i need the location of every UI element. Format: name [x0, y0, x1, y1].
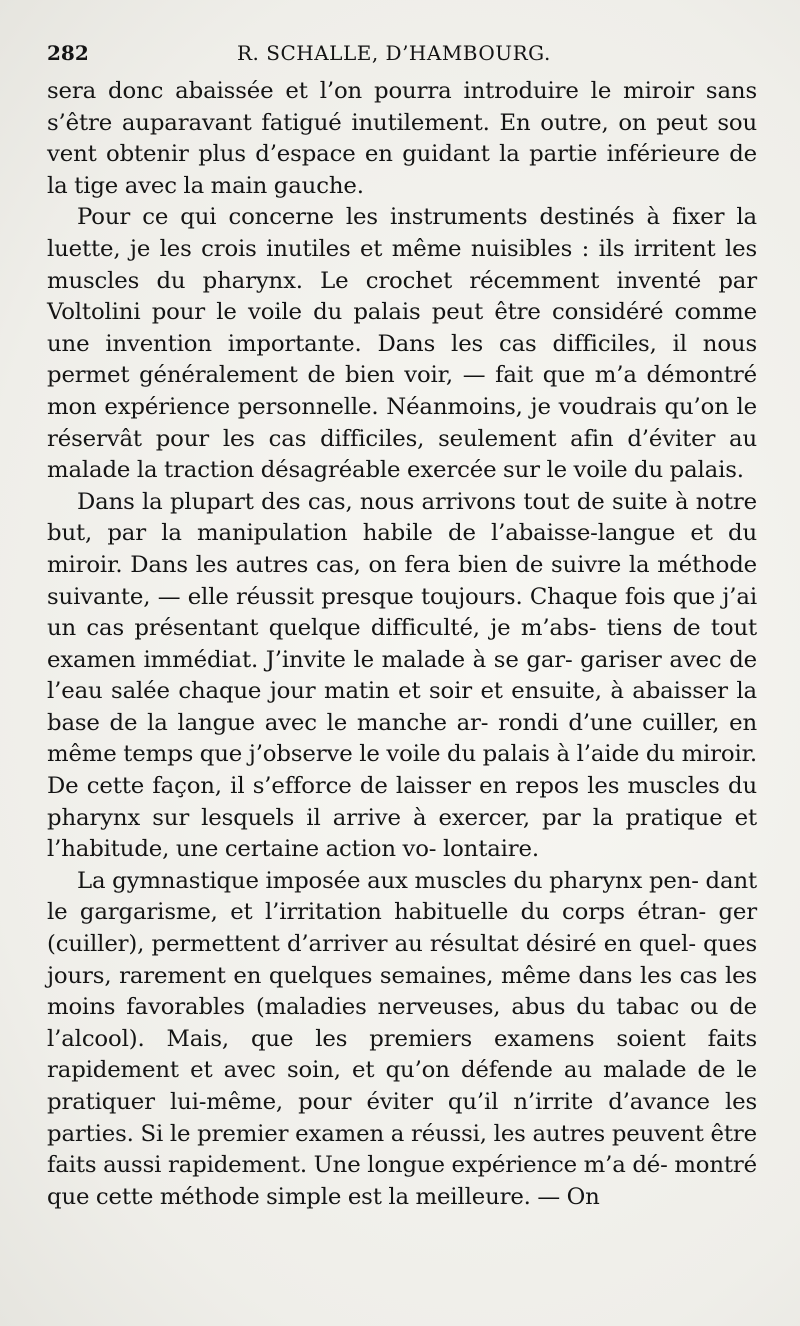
paragraph-2: Pour ce qui concerne les instruments destinés à fixer la luette, je les crois inutiles et même nuisibles : ils irritent les muscles du pharynx. Le crochet récemment inventé par Voltolini pour le voile du palais peut être considéré comme une invention importante. Dans les cas difficiles, il nous permet généralement de bien voir, — fait que m’a démontré mon expérience personnelle. Néanmoins, je voudrais qu’on le réservât pour les cas difficiles, seulement afin d’éviter au malade la traction désagréable exercée sur le voile du palais. [47, 204, 757, 484]
paragraph-3: Dans la plupart des cas, nous arrivons tout de suite à notre but, par la manipulation habile de l’abaisse-langue et du miroir. Dans les autres cas, on fera bien de suivre la méthode suivante, — elle réussit presque toujours. Chaque fois que j’ai un cas présentant quelque difficulté, je m’abs- tiens de tout examen immédiat. J’invite le malade à se gar- gariser avec de l’eau salée chaque jour matin et soir et ensuite, à abaisser la base de la langue avec le manche ar- rondi d’une cuiller, en même temps que j’observe le voile du palais à l’aide du miroir. De cette façon, il s’efforce de laisser en repos les muscles du pharynx sur lesquels il arrive à exercer, par la pratique et l’habitude, une certaine action vo- lontaire. [47, 488, 757, 863]
running-head [47, 38, 750, 68]
body-text [47, 76, 757, 1213]
page-number: 282 [47, 41, 89, 65]
paragraph-1: sera donc abaissée et l’on pourra introduire le miroir sans s’être auparavant fatigué inutilement. En outre, on peut sou vent obtenir plus d’espace en guidant la partie inférieure de la tige avec la main gauche. [47, 78, 757, 199]
header-title: R. SCHALLE, D’HAMBOURG. [237, 41, 551, 65]
paragraph-4: La gymnastique imposée aux muscles du pharynx pen- dant le gargarisme, et l’irritation habituelle du corps étran- ger (cuiller), permettent d’arriver au résultat désiré en quel- ques jours, rarement en quelques semaines, même dans les cas les moins favorables (maladies nerveuses, abus du tabac ou de l’alcool). Mais, que les premiers examens soient faits rapidement et avec soin, et qu’on défende au malade de le pratiquer lui-même, pour éviter qu’il n’irrite d’avance les parties. Si le premier examen a réussi, les autres peuvent être faits aussi rapidement. Une longue expérience m’a dé- montré que cette méthode simple est la meilleure. — On [47, 867, 757, 1210]
